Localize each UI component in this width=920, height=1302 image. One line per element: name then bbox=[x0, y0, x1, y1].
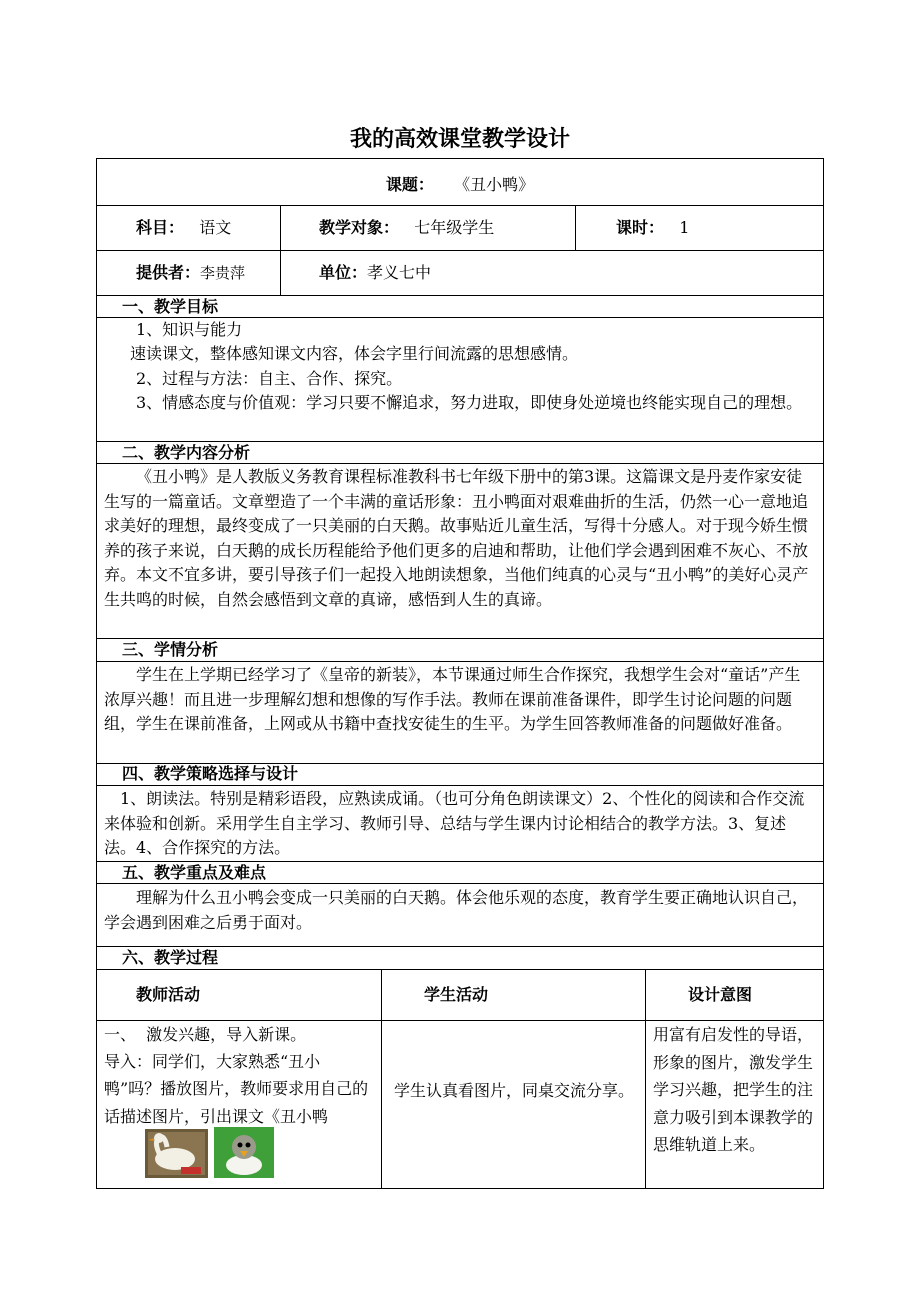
section-heading: 一、教学目标 bbox=[122, 297, 219, 316]
teacher-activity-cell bbox=[104, 1021, 372, 1130]
objective-line: 3、情感态度与价值观：学习只要不懈追求，努力进取，即使身处逆境也终能实现自己的理想。 bbox=[136, 393, 803, 413]
section-body bbox=[104, 318, 816, 416]
subject-value: 语文 bbox=[199, 218, 232, 237]
target-label: 教学对象： bbox=[319, 218, 400, 237]
target-field bbox=[319, 216, 494, 240]
section-heading: 五、教学重点及难点 bbox=[122, 863, 267, 882]
design-intent-cell: 用富有启发性的导语，形象的图片，激发学生学习兴趣，把学生的注意力吸引到本课教学的思维轨道上来。 bbox=[653, 1025, 814, 1155]
objective-line: 1、知识与能力 bbox=[136, 320, 243, 339]
section-heading: 四、教学策略选择与设计 bbox=[122, 764, 299, 783]
topic-label: 课题： bbox=[385, 175, 434, 194]
column-header-teacher: 教师活动 bbox=[136, 985, 201, 1004]
teacher-activity-text: 导入：同学们，大家熟悉“丑小鸭”吗？播放图片，教师要求用自己的话描述图片，引出课文《丑小鸭 bbox=[104, 1052, 369, 1126]
section-body: 理解为什么丑小鸭会变成一只美丽的白天鹅。体会他乐观的态度，教育学生要正确地认识自己，学会遇到困难之后勇于面对。 bbox=[104, 888, 809, 932]
unit-label: 单位： bbox=[319, 263, 368, 282]
hours-label: 课时： bbox=[616, 218, 665, 237]
provider-label: 提供者： bbox=[136, 263, 201, 282]
subject-field bbox=[136, 216, 231, 240]
topic-line bbox=[0, 173, 920, 197]
section-body: 1、朗读法。特别是精彩语段，应熟读成诵。（也可分角色朗读课文）2、个性化的阅读和合作交流来体验和创新。采用学生自主学习、教师引导、总结与学生课内讨论相结合的教学方法。3、复述法。4、合作探究的方法。 bbox=[104, 789, 805, 858]
column-header-student: 学生活动 bbox=[424, 985, 489, 1004]
student-activity-cell: 学生认真看图片，同桌交流分享。 bbox=[394, 1081, 635, 1100]
provider-field bbox=[136, 261, 245, 285]
subject-label: 科目： bbox=[136, 218, 185, 237]
column-header-intent: 设计意图 bbox=[688, 985, 753, 1004]
unit-field bbox=[319, 261, 431, 285]
section-heading: 三、学情分析 bbox=[122, 640, 219, 659]
section-heading: 二、教学内容分析 bbox=[122, 443, 251, 462]
provider-value: 李贵萍 bbox=[200, 264, 246, 282]
unit-value: 孝义七中 bbox=[367, 263, 432, 282]
section-body: 《丑小鸭》是人教版义务教育课程标准教科书七年级下册中的第3课。这篇课文是丹麦作家安徒生写的一篇童话。文章塑造了一个丰满的童话形象：丑小鸭面对艰难曲折的生活，仍然一心一意地追求美好的理想，最终变成了一只美丽的白天鹅。故事贴近儿童生活，写得十分感人。对于现今娇生惯养的孩子来说，白天鹅的成长历程能给予他们更多的启迪和帮助，让他们学会遇到困难不灰心、不放弃。本文不宜多讲，要引导孩子们一起投入地朗读想象，当他们纯真的心灵与“丑小鸭”的美好心灵产生共鸣的时候，自然会感悟到文章的真谛，感悟到人生的真谛。 bbox=[104, 467, 809, 609]
hours-value: 1 bbox=[679, 218, 690, 237]
teacher-activity-title: 一、 激发兴趣，导入新课。 bbox=[104, 1025, 307, 1044]
cartoon-duckling-picture bbox=[214, 1127, 274, 1178]
hours-field bbox=[616, 216, 689, 240]
section-heading: 六、教学过程 bbox=[122, 948, 219, 967]
target-value: 七年级学生 bbox=[414, 218, 495, 237]
objective-line: 2、过程与方法：自主、合作、探究。 bbox=[136, 368, 403, 388]
topic-value: 《丑小鸭》 bbox=[454, 175, 535, 194]
duckling-picture bbox=[145, 1129, 208, 1178]
objective-line: 速读课文，整体感知课文内容，体会字里行间流露的思想感情。 bbox=[130, 344, 579, 364]
section-body: 学生在上学期已经学习了《皇帝的新装》，本节课通过师生合作探究，我想学生会对“童话”产生浓厚兴趣！而且进一步理解幻想和想像的写作手法。教师在课前准备课件，即学生讨论问题的问题组，学生在课前准备，上网或从书籍中查找安徒生的生平。为学生回答教师准备的问题做好准备。 bbox=[104, 665, 801, 734]
page-title: 我的高效课堂教学设计 bbox=[349, 127, 570, 152]
